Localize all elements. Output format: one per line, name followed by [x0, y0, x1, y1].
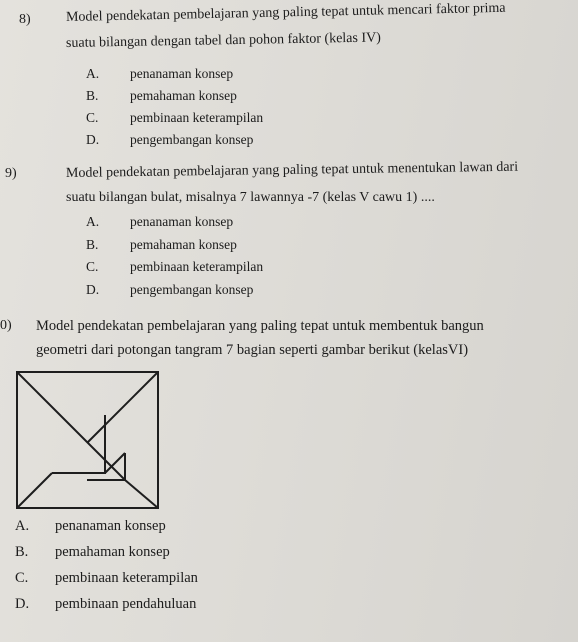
option-b[interactable]: [15, 544, 170, 561]
option-d[interactable]: [15, 596, 196, 613]
option-letter: B.: [86, 88, 99, 103]
option-letter: B.: [86, 237, 99, 252]
question-text-line-2: suatu bilangan dengan tabel dan pohon faktor (kelas IV): [65, 30, 381, 51]
option-c[interactable]: [15, 570, 198, 587]
option-b[interactable]: [86, 237, 237, 253]
question-text-line-1: Model pendekatan pembelajaran yang paling tepat untuk mencari faktor prima: [65, 0, 506, 25]
option-text: pembinaan pendahuluan: [55, 596, 197, 612]
option-text: pengembangan konsep: [130, 132, 254, 147]
question-text-line-1: Model pendekatan pembelajaran yang paling tepat untuk membentuk bangun: [36, 318, 484, 334]
option-letter: C.: [86, 259, 99, 274]
option-letter: B.: [15, 544, 29, 560]
option-text: penanaman konsep: [55, 518, 166, 534]
option-c[interactable]: [86, 110, 263, 126]
option-a[interactable]: [86, 214, 233, 230]
question-number: 0): [0, 318, 12, 333]
option-d[interactable]: [86, 132, 253, 148]
option-letter: D.: [86, 132, 100, 147]
question-text-line-2: geometri dari potongan tangram 7 bagian seperti gambar berikut (kelasVI): [36, 342, 469, 358]
option-text: pembinaan keterampilan: [55, 570, 198, 586]
option-d[interactable]: [86, 282, 253, 298]
option-text: pemahaman konsep: [130, 237, 237, 252]
option-letter: A.: [86, 214, 100, 229]
question-text-line-1: Model pendekatan pembelajaran yang paling tepat untuk menentukan lawan dari: [65, 159, 519, 181]
option-text: pembinaan keterampilan: [130, 259, 264, 274]
tangram-figure: [15, 370, 160, 510]
option-text: pemahaman konsep: [130, 88, 237, 103]
option-text: penanaman konsep: [130, 66, 234, 81]
option-letter: D.: [86, 282, 100, 297]
option-letter: C.: [15, 570, 29, 586]
tangram-parallelogram: [52, 415, 105, 473]
question-number: 9): [5, 166, 17, 181]
option-a[interactable]: [86, 66, 233, 82]
option-text: pengembangan konsep: [130, 282, 254, 297]
tangram-diagonal: [17, 372, 125, 480]
question-number: 8): [19, 12, 31, 27]
tangram-bottom-left-cut: [17, 473, 52, 508]
option-letter: A.: [86, 66, 100, 81]
option-text: pemahaman konsep: [55, 544, 170, 560]
option-c[interactable]: [86, 259, 263, 275]
option-letter: A.: [15, 518, 30, 534]
tangram-corner-cut: [125, 480, 158, 508]
option-a[interactable]: [15, 518, 166, 535]
tangram-top-right-cut: [87, 372, 158, 443]
option-text: pembinaan keterampilan: [130, 110, 264, 125]
option-text: penanaman konsep: [130, 214, 234, 229]
option-letter: D.: [15, 596, 30, 612]
question-text-line-2: suatu bilangan bulat, misalnya 7 lawannya -7 (kelas V cawu 1) ....: [66, 190, 435, 205]
option-letter: C.: [86, 110, 99, 125]
option-b[interactable]: [86, 88, 237, 104]
